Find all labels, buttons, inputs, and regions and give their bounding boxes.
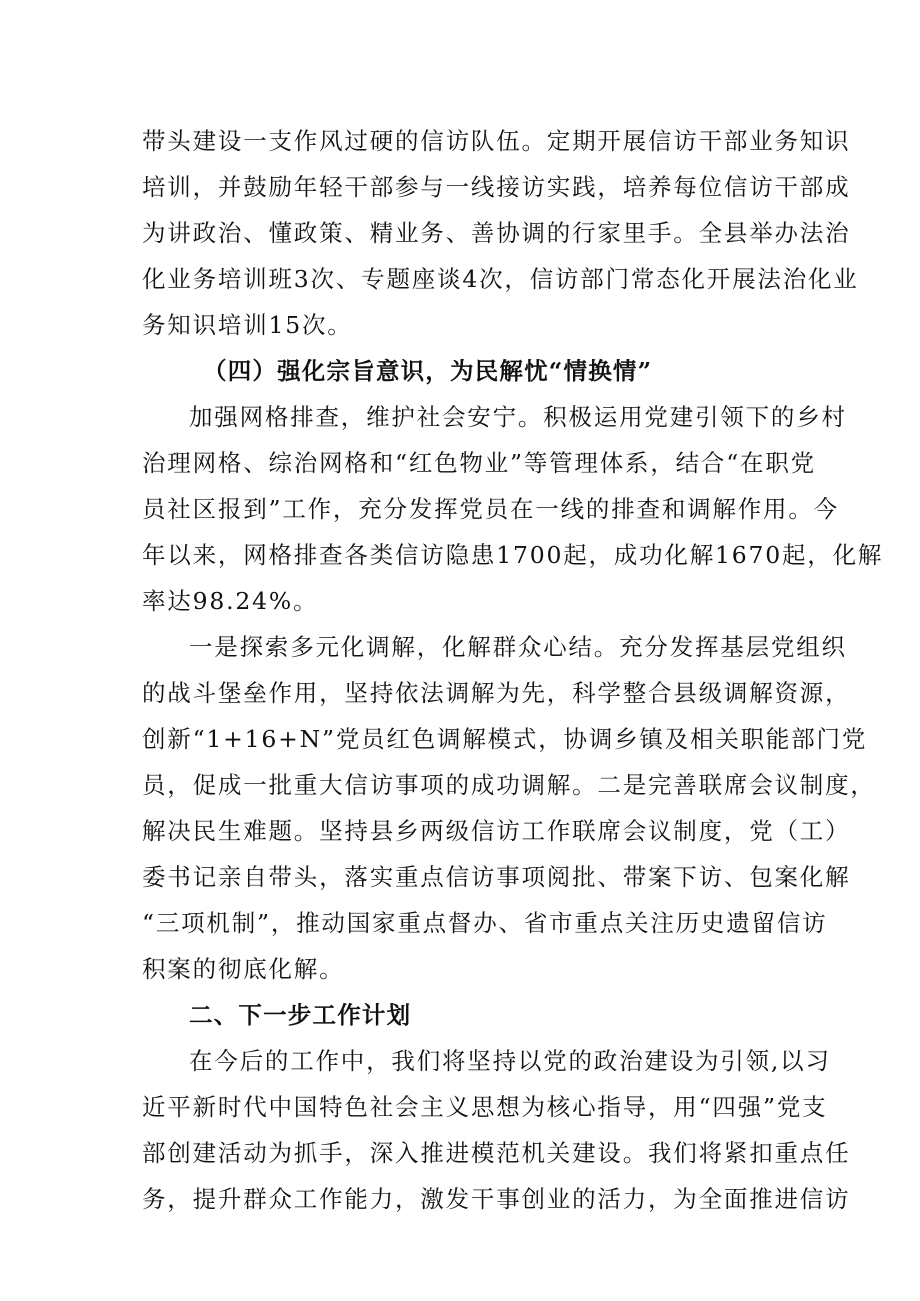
paragraph-next-plan	[142, 1038, 851, 1222]
text-line: “三项机制”，推动国家重点督办、省市重点关注历史遗留信访	[142, 909, 828, 937]
section-heading: 二、下一步工作计划	[189, 1001, 412, 1029]
document-body	[142, 118, 884, 1222]
text-line: 一是探索多元化调解，化解群众心结。充分发挥基层党组织	[189, 633, 847, 661]
paragraph-team-training	[142, 118, 859, 348]
subsection-heading: （四）强化宗旨意识，为民解忧“情换情”	[203, 357, 653, 385]
text-line: 员社区报到”工作，充分发挥党员在一线的排查和调解作用。今	[142, 495, 839, 523]
text-line: 率达98.24%。	[142, 587, 319, 615]
text-line: 为讲政治、懂政策、精业务、善协调的行家里手。全县举办法治	[142, 219, 851, 247]
text-line: 部创建活动为抓手，深入推进模范机关建设。我们将紧扣重点任	[142, 1139, 851, 1167]
text-line: 培训，并鼓励年轻干部参与一线接访实践，培养每位信访干部成	[142, 173, 851, 201]
text-line: 员，促成一批重大信访事项的成功调解。二是完善联席会议制度，	[142, 771, 876, 799]
text-line: 在今后的工作中，我们将坚持以党的政治建设为引领,以习	[189, 1047, 831, 1075]
text-line: 委书记亲自带头，落实重点信访事项阅批、带案下访、包案化解	[142, 863, 851, 891]
paragraph-grid-inspection	[142, 394, 884, 624]
paragraph-mediation	[142, 624, 876, 992]
text-line: 化业务培训班3次、专题座谈4次，信访部门常态化开展法治化业	[142, 265, 859, 293]
text-line: 治理网格、综治网格和“红色物业”等管理体系，结合“在职党	[142, 449, 816, 477]
text-line: 的战斗堡垒作用，坚持依法调解为先，科学整合县级调解资源，	[142, 679, 851, 707]
text-line: 带头建设一支作风过硬的信访队伍。定期开展信访干部业务知识	[142, 127, 851, 155]
text-line: 解决民生难题。坚持县乡两级信访工作联席会议制度，党（工）	[142, 817, 851, 845]
text-line: 务，提升群众工作能力，激发干事创业的活力，为全面推进信访	[142, 1185, 851, 1213]
text-line: 近平新时代中国特色社会主义思想为核心指导，用“四强”党支	[142, 1093, 828, 1121]
text-line: 创新“1+16+N”党员红色调解模式，协调乡镇及相关职能部门党	[142, 725, 868, 753]
text-line: 积案的彻底化解。	[142, 955, 345, 983]
text-line: 年以来，网格排查各类信访隐患1700起，成功化解1670起，化解	[142, 541, 884, 569]
text-line: 务知识培训15次。	[142, 311, 353, 339]
text-line: 加强网格排查，维护社会安宁。积极运用党建引领下的乡村	[189, 403, 847, 431]
